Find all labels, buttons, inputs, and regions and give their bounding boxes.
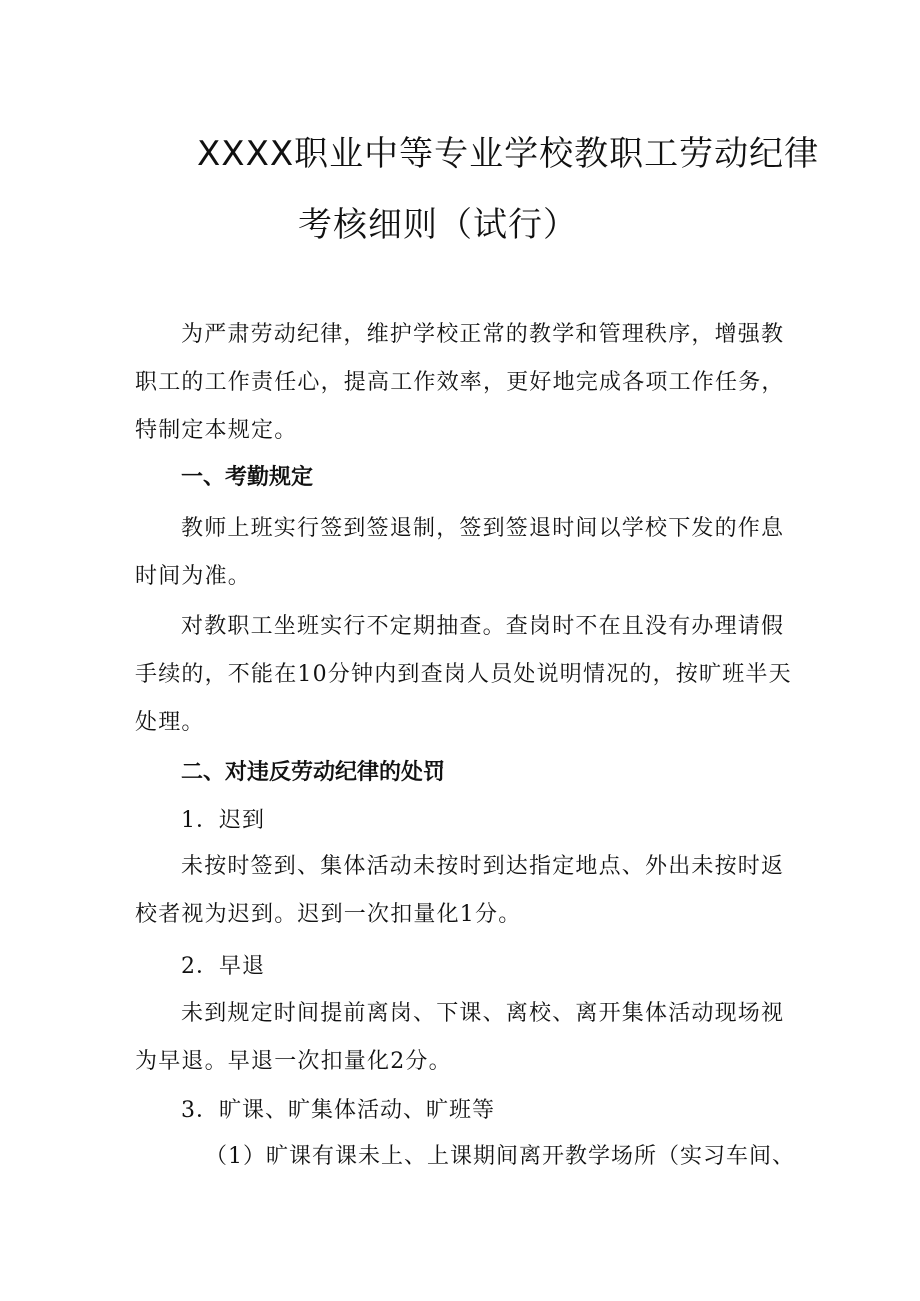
item-2-text: 未到规定时间提前离岗、下课、离校、离开集体活动现场视为早退。早退一次扣量化2分。	[135, 1001, 785, 1074]
section-2-heading: 二、对违反劳动纪律的处罚	[181, 760, 446, 785]
item-2-label: 2．早退	[181, 954, 265, 979]
section-1-heading: 一、考勤规定	[181, 465, 314, 490]
section-1-paragraph-1: 教师上班实行签到签退制，签到签退时间以学校下发的作息时间为准。	[135, 516, 785, 589]
item-3-label: 3．旷课、旷集体活动、旷班等	[181, 1098, 495, 1123]
document-title-line-1: XXXX职业中等专业学校教职工劳动纪律	[197, 134, 820, 174]
intro-paragraph: 为严肃劳动纪律，维护学校正常的教学和管理秩序，增强教职工的工作责任心，提高工作效率，更好地完成各项工作任务，特制定本规定。	[135, 322, 785, 443]
item-1-text: 未按时签到、集体活动未按时到达指定地点、外出未按时返校者视为迟到。迟到一次扣量化1分。	[135, 854, 785, 927]
section-1-paragraph-2: 对教职工坐班实行不定期抽查。查岗时不在且没有办理请假手续的，不能在10分钟内到查岗人员处说明情况的，按旷班半天处理。	[135, 614, 792, 735]
document-title-line-2: 考核细则（试行）	[298, 205, 578, 245]
item-3-subitem-1: （1）旷课有课未上、上课期间离开教学场所（实习车间、	[205, 1144, 795, 1169]
item-1-label: 1．迟到	[181, 808, 265, 833]
